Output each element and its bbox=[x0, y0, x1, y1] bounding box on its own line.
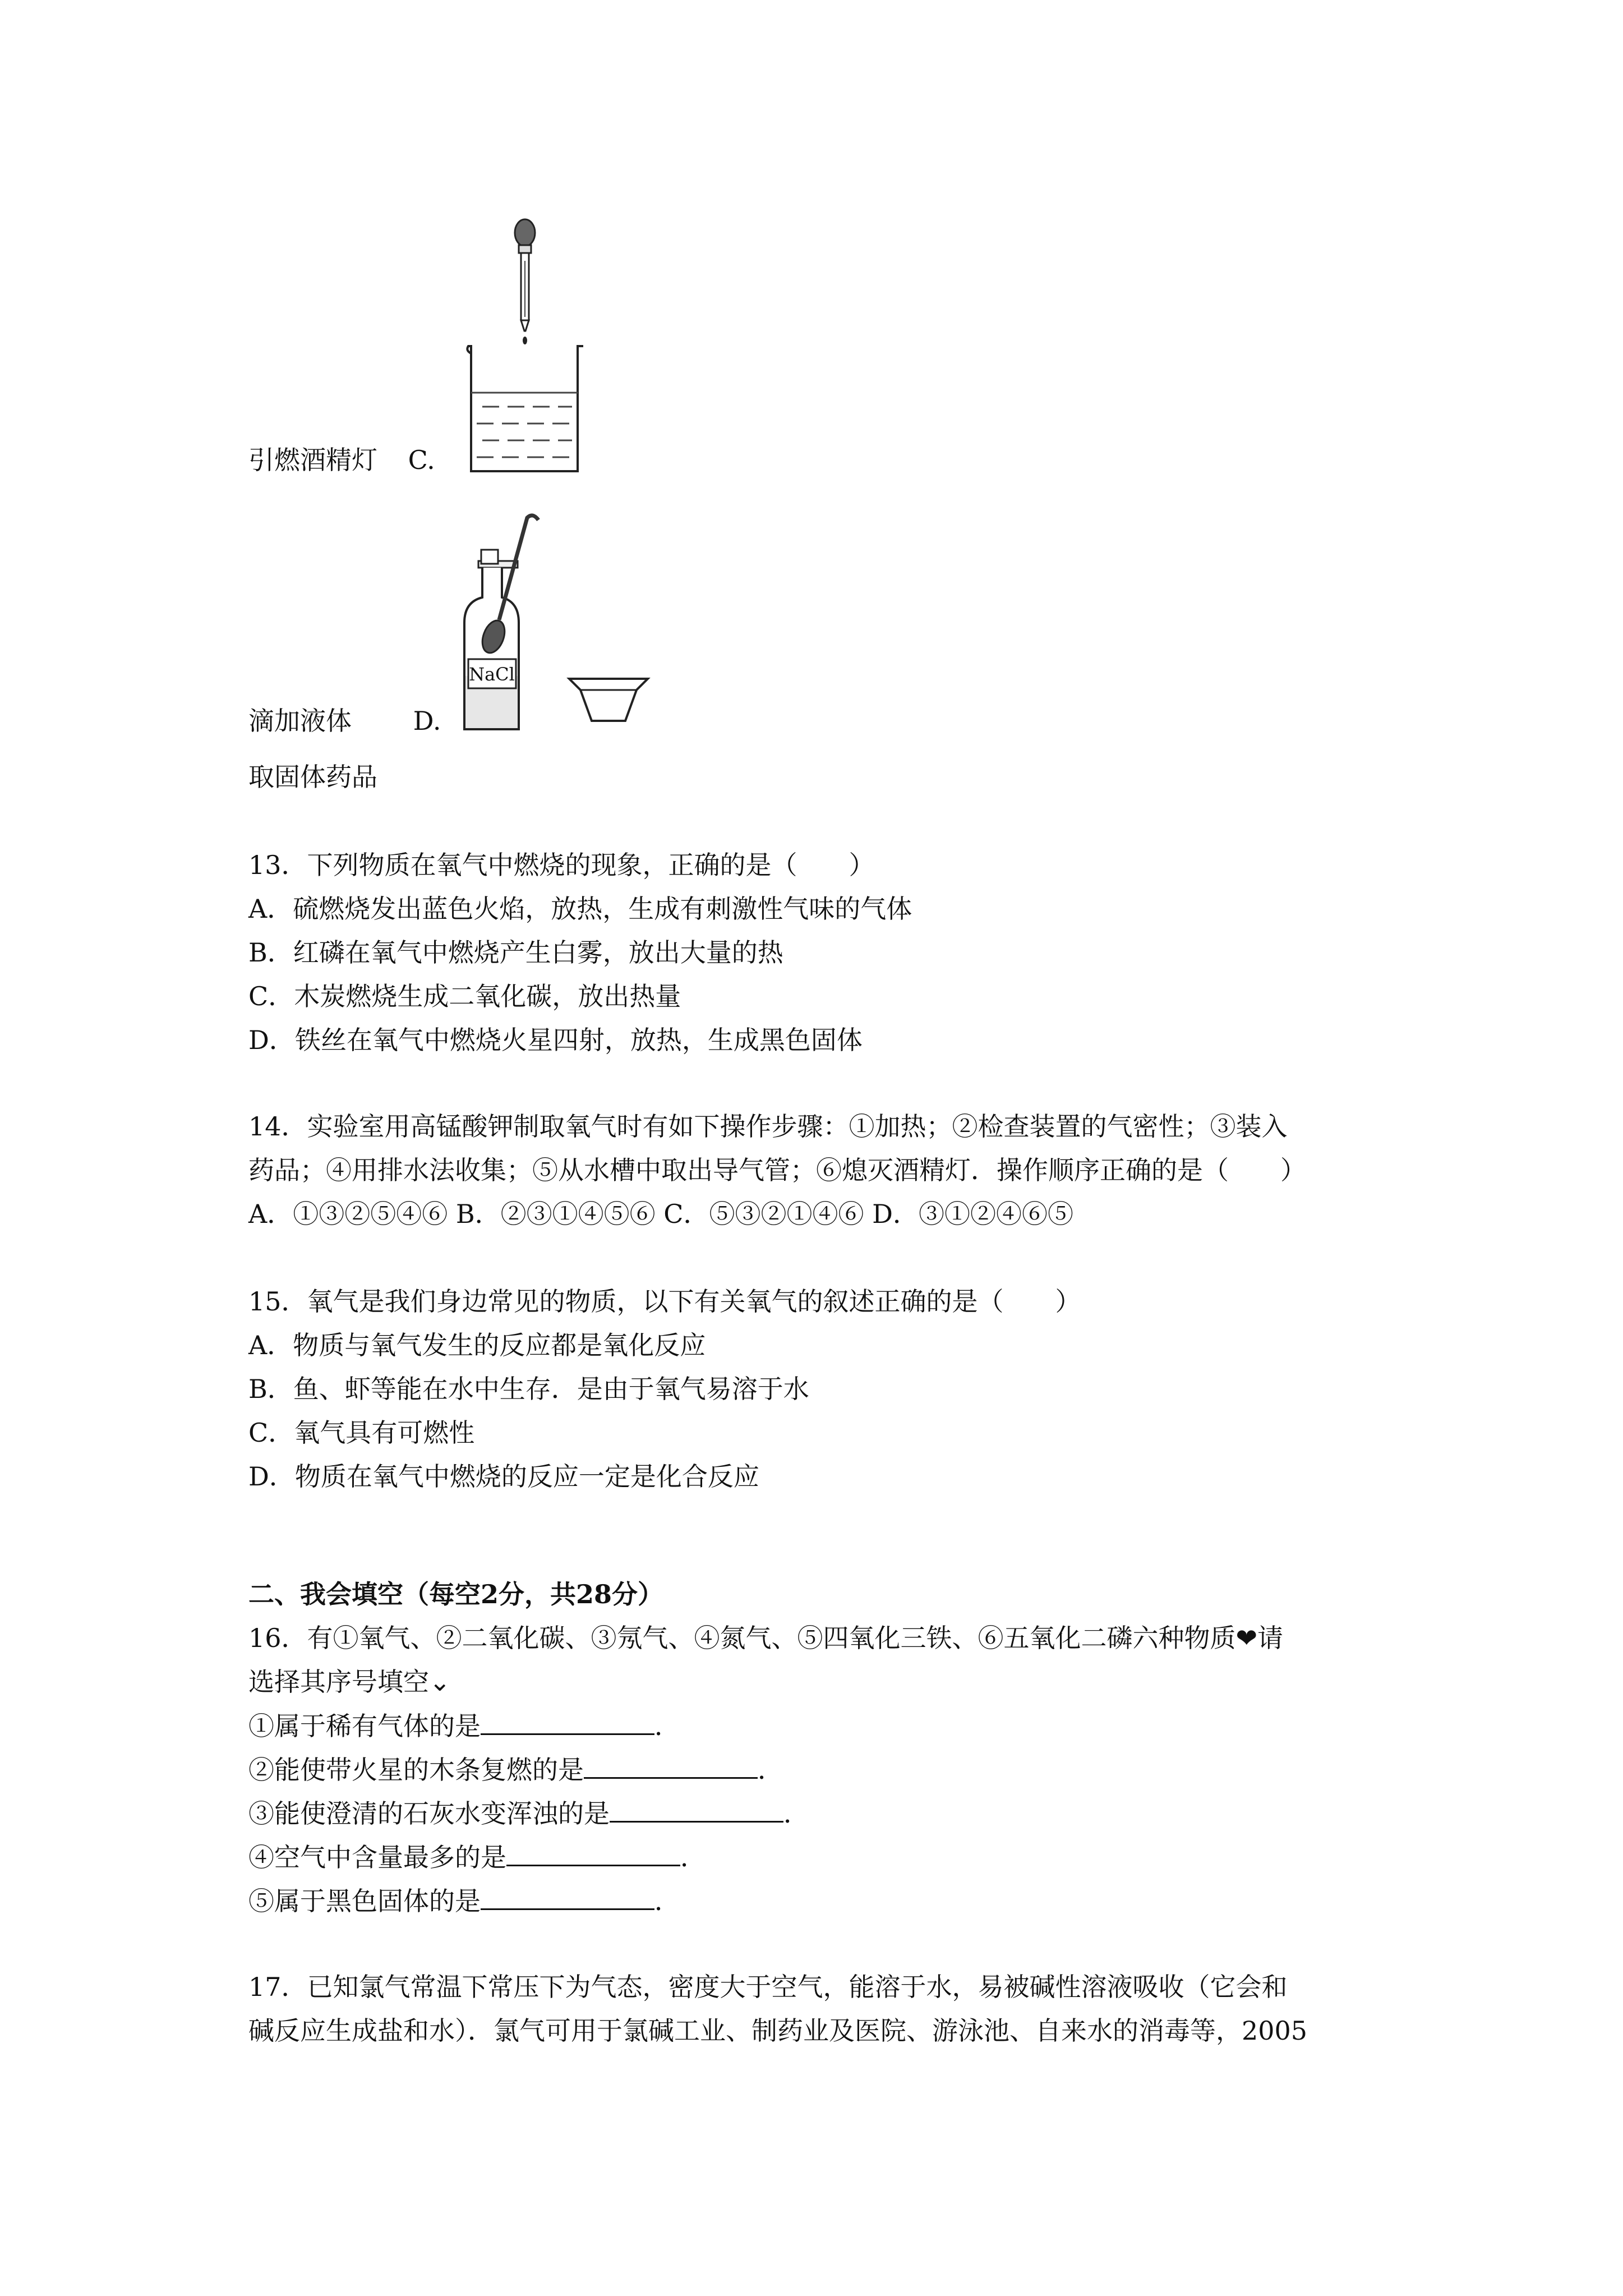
nacl-bottle-spoon-figure bbox=[449, 508, 662, 738]
q16-stem-line1: 16．有①氧气、②二氧化碳、③氖气、④氮气、⑤四氧化三铁、⑥五氧化二磷六种物质❤请 bbox=[248, 1623, 1284, 1653]
figure-caption-drop-liquid: 滴加液体 bbox=[248, 706, 352, 736]
q17-line1: 17．已知氯气常温下常压下为气态，密度大于空气，能溶于水，易被碱性溶液吸收（它会和 bbox=[248, 1972, 1288, 2002]
q16-item-4: ④空气中含量最多的是 ． bbox=[248, 1840, 706, 1874]
q17-line2: 碱反应生成盐和水）．氯气可用于氯碱工业、制药业及医院、游泳池、自来水的消毒等，2005 bbox=[248, 2016, 1308, 2046]
answer-blank-5[interactable] bbox=[481, 1884, 654, 1910]
q16-item-5: ⑤属于黑色固体的是 ． bbox=[248, 1884, 680, 1918]
q15-option-b: B．鱼、虾等能在水中生存．是由于氧气易溶于水 bbox=[248, 1374, 809, 1404]
q13-stem: 13．下列物质在氧气中燃烧的现象，正确的是（ ） bbox=[248, 850, 875, 880]
answer-blank-3[interactable] bbox=[610, 1796, 783, 1823]
figure-row-1 bbox=[248, 443, 435, 477]
answer-blank-4[interactable] bbox=[506, 1840, 680, 1866]
nacl-label-text: NaCl bbox=[469, 664, 515, 685]
q13-option-c: C．木炭燃烧生成二氧化碳，放出热量 bbox=[248, 981, 681, 1011]
q15-option-c: C．氧气具有可燃性 bbox=[248, 1418, 475, 1448]
q15-option-d: D．物质在氧气中燃烧的反应一定是化合反应 bbox=[248, 1461, 759, 1492]
q15-option-a: A．物质与氧气发生的反应都是氧化反应 bbox=[248, 1330, 706, 1360]
section-2-heading: 二、我会填空（每空2分，共28分） bbox=[248, 1579, 664, 1609]
q15-stem: 15．氧气是我们身边常见的物质，以下有关氧气的叙述正确的是（ ） bbox=[248, 1286, 1081, 1317]
answer-blank-1[interactable] bbox=[481, 1709, 654, 1735]
option-label-c: C. bbox=[408, 445, 435, 475]
q14-stem-line1: 14．实验室用高锰酸钾制取氧气时有如下操作步骤：①加热；②检查装置的气密性；③装入 bbox=[248, 1111, 1288, 1142]
q13-option-a: A．硫燃烧发出蓝色火焰，放热，生成有刺激性气味的气体 bbox=[248, 894, 912, 924]
q16-item-1: ①属于稀有气体的是 ． bbox=[248, 1709, 680, 1743]
q13-option-b: B．红磷在氧气中燃烧产生白雾，放出大量的热 bbox=[248, 937, 783, 968]
q16-item-3: ③能使澄清的石灰水变浑浊的是 ． bbox=[248, 1796, 809, 1830]
figure-caption-ignite-lamp: 引燃酒精灯 bbox=[248, 445, 377, 475]
q16-stem-line2: 选择其序号填空⌄ bbox=[248, 1667, 451, 1697]
q13-option-d: D．铁丝在氧气中燃烧火星四射，放热，生成黑色固体 bbox=[248, 1025, 863, 1055]
q16-item-2: ②能使带火星的木条复燃的是 ． bbox=[248, 1752, 783, 1787]
answer-blank-2[interactable] bbox=[584, 1752, 758, 1779]
q14-options: A．①③②⑤④⑥ B．②③①④⑤⑥ C．⑤③②①④⑥ D．③①②④⑥⑤ bbox=[248, 1199, 1073, 1229]
q14-stem-line2: 药品；④用排水法收集；⑤从水槽中取出导气管；⑥熄灭酒精灯．操作顺序正确的是（ ） bbox=[248, 1155, 1306, 1185]
option-label-d: D. bbox=[413, 706, 441, 736]
dropper-beaker-figure bbox=[437, 216, 606, 474]
figure-caption-take-solid: 取固体药品 bbox=[248, 762, 377, 792]
figure-row-2 bbox=[248, 704, 441, 738]
